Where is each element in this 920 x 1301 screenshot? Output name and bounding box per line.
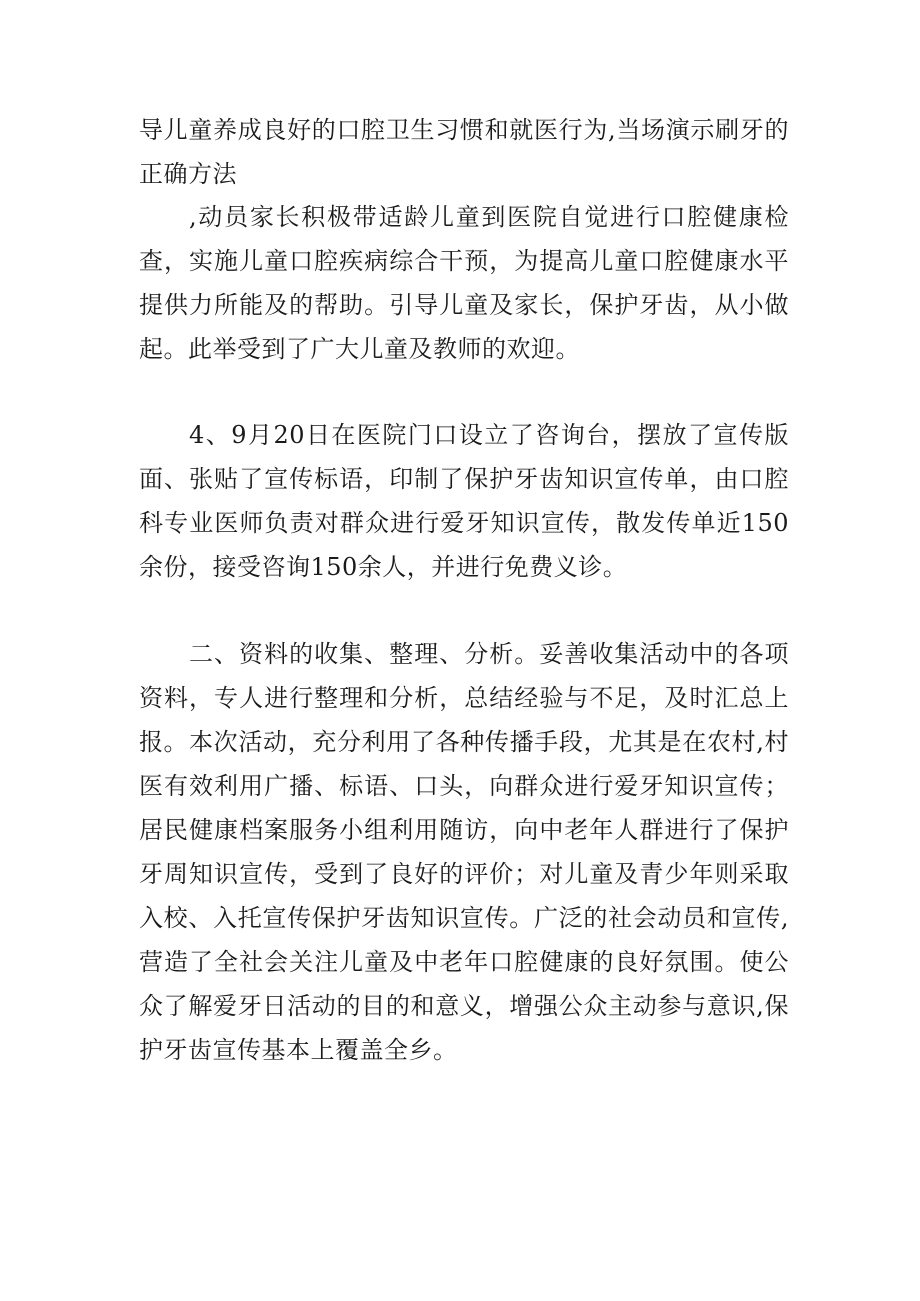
paragraph-activity-summary: 本次活动，充分利用了各种传播手段，尤其是在农村,村医有效利用广播、标语、口头，向群众进行爱牙知识宣传；居民健康档案服务小组利用随访，向中老年人群进行了保护牙周知识宣传，受到了良好的评价；对儿童及青少年则采取入校、入托宣传保护牙齿知识宣传。广泛的社会动员和宣传,营造了全社会关注儿童及中老年口腔健康的良好氛围。使公众了解爱牙日活动的目的和意义，增强公众主动参与意识,保护牙齿宣传基本上覆盖全乡。 [139, 728, 789, 1064]
paragraph-parent-mobilization: ,动员家长积极带适龄儿童到医院自觉进行口腔健康检查，实施儿童口腔疾病综合干预，为提高儿童口腔健康水平提供力所能及的帮助。引导儿童及家长，保护牙齿，从小做起。此举受到了广大儿童及教师的欢迎。 [139, 203, 789, 363]
paragraph-consultation-desk: 4、9月20日在医院门口设立了咨询台，摆放了宣传版面、张贴了宣传标语，印制了保护牙齿知识宣传单，由口腔科专业医师负责对群众进行爱牙知识宣传，散发传单近150余份，接受咨询150余人，并进行免费义诊。 [139, 421, 789, 581]
paragraph-data-collection: 二、资料的收集、整理、分析。妥善收集活动中的各项资料，专人进行整理和分析，总结经验与不足，及时汇总上报。 [139, 640, 789, 756]
paragraph-continuation: 导儿童养成良好的口腔卫生习惯和就医行为,当场演示刷牙的正确方法 [139, 116, 789, 188]
